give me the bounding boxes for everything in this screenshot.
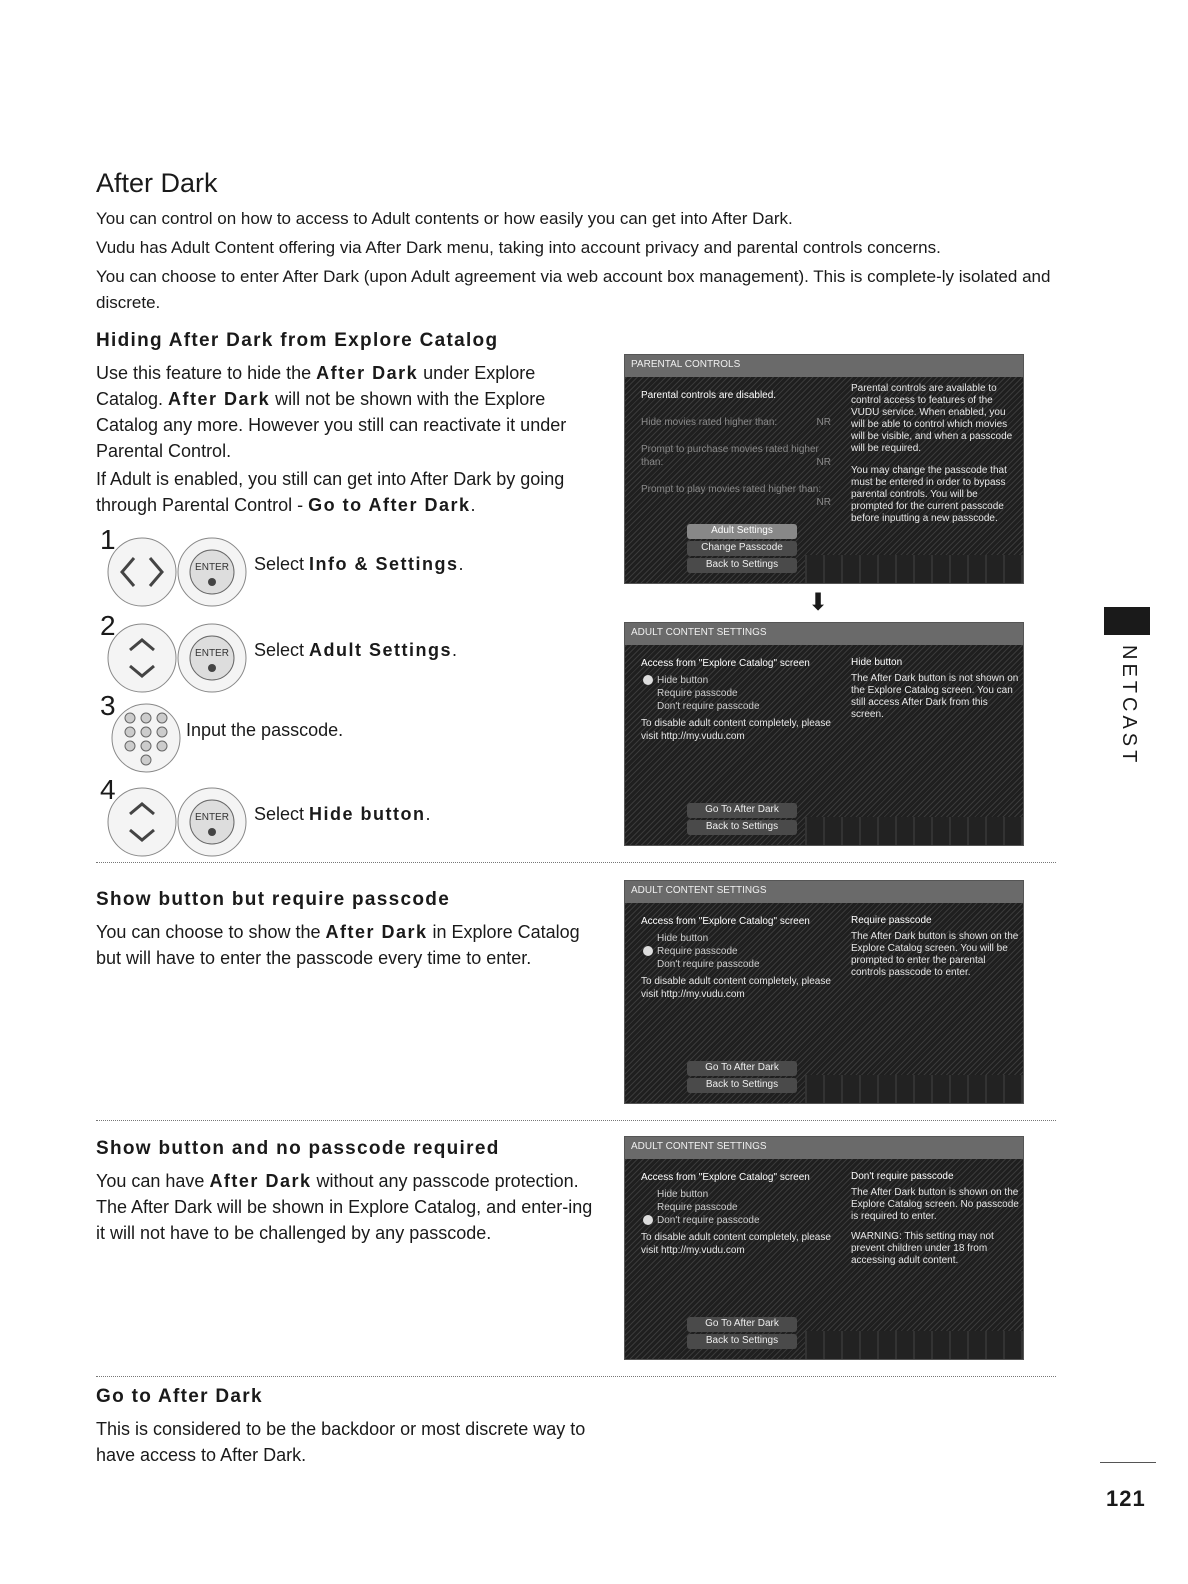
- go-to-after-dark-button: Go To After Dark: [687, 803, 797, 818]
- intro-paragraph-1: You can control on how to access to Adult contents or how easily you can get into After Dark.: [96, 209, 793, 228]
- up-down-and-enter-icon: [104, 782, 254, 858]
- section3-paragraph: You can have After Dark without any passcode protection. The After Dark will be shown in Explore Catalog, and enter-ing it will not have to be challenged by any passcode.: [96, 1171, 593, 1243]
- svg-text:ENTER: ENTER: [195, 562, 229, 573]
- side-tab-label: NETCAST: [1118, 645, 1140, 767]
- back-to-settings-button: Back to Settings: [687, 1334, 797, 1349]
- go-to-after-dark-button: Go To After Dark: [687, 1317, 797, 1332]
- disable-note: To disable adult content completely, please visit http://my.vudu.com: [641, 718, 831, 742]
- access-label: Access from "Explore Catalog" screen: [641, 1172, 810, 1183]
- svg-text:ENTER: ENTER: [195, 648, 229, 659]
- step-4-text: Select Hide button.: [254, 804, 431, 824]
- option-require-passcode: Require passcode: [657, 1202, 738, 1213]
- access-label: Access from "Explore Catalog" screen: [641, 916, 810, 927]
- help-text: The After Dark button is not shown on the Explore Catalog screen. You can still access After Dark from this screen.: [851, 673, 1019, 720]
- help-text: The After Dark button is shown on the Explore Catalog screen. You will be prompted to enter the parental controls passcode to enter.: [851, 931, 1019, 978]
- side-tab-marker: [1104, 607, 1150, 635]
- screen-title-bar: ADULT CONTENT SETTINGS: [625, 881, 1023, 903]
- rating-row: Hide movies rated higher than: NR: [641, 417, 831, 428]
- step-number: 4: [100, 774, 116, 805]
- change-passcode-button: Change Passcode: [687, 541, 797, 556]
- step-1-text: Select Info & Settings.: [254, 554, 464, 574]
- go-to-after-dark-button: Go To After Dark: [687, 1061, 797, 1076]
- option-no-passcode: Don't require passcode: [641, 1214, 831, 1227]
- background-graphic: [805, 817, 1023, 845]
- screen-title-bar: ADULT CONTENT SETTINGS: [625, 1137, 1023, 1159]
- step-3: [96, 690, 596, 778]
- adult-settings-require-screenshot: [624, 880, 1024, 1104]
- option-hide-button: Hide button: [641, 674, 831, 687]
- back-to-settings-button: Back to Settings: [687, 1078, 797, 1093]
- rating-row: Prompt to purchase movies rated higher than: NR: [641, 444, 831, 468]
- parental-controls-screenshot: [624, 354, 1024, 584]
- section-heading-go-to-after-dark: Go to After Dark: [96, 1386, 263, 1407]
- step-number: 2: [100, 610, 116, 641]
- background-graphic: [805, 1331, 1023, 1359]
- back-to-settings-button: Back to Settings: [687, 558, 797, 573]
- adult-settings-hide-screenshot: [624, 622, 1024, 846]
- section-heading-hiding: Hiding After Dark from Explore Catalog: [96, 330, 499, 351]
- help-heading: Hide button: [851, 657, 903, 668]
- background-graphic: [805, 555, 1023, 583]
- page-title: After Dark: [96, 168, 218, 198]
- section-divider: [96, 1376, 1056, 1377]
- passcode-info-text: You may change the passcode that must be entered in order to bypass parental controls. You will be prompted for the current passcode before inputting a new passcode.: [851, 465, 1007, 524]
- disable-note: To disable adult content completely, please visit http://my.vudu.com: [641, 976, 831, 1000]
- help-heading: Require passcode: [851, 915, 932, 926]
- step-1: [96, 524, 596, 612]
- option-hide-button: Hide button: [657, 1189, 709, 1200]
- step-2-text: Select Adult Settings.: [254, 640, 458, 660]
- adult-settings-no-passcode-screenshot: [624, 1136, 1024, 1360]
- section-divider: [96, 862, 1056, 863]
- section-divider: [96, 1120, 1056, 1121]
- section4-paragraph: This is considered to be the backdoor or most discrete way to have access to After Dark.: [96, 1419, 586, 1465]
- intro-paragraph-3: You can choose to enter After Dark (upon Adult agreement via web account box management). This is complete-ly isolated and discrete.: [96, 267, 1051, 312]
- section1-paragraph-1: Use this feature to hide the After Dark under Explore Catalog. After Dark will not be shown with the Explore Catalog any more. However you still can reactivate it under Parental Control.: [96, 363, 567, 461]
- background-graphic: [805, 1075, 1023, 1103]
- step-number: 1: [100, 524, 116, 555]
- warning-text: WARNING: This setting may not prevent children under 18 from accessing adult content.: [851, 1231, 994, 1266]
- back-to-settings-button: Back to Settings: [687, 820, 797, 835]
- screen-title-bar: PARENTAL CONTROLS: [625, 355, 1023, 377]
- left-right-and-enter-icon: [104, 532, 254, 608]
- step-3-text: Input the passcode.: [186, 720, 344, 740]
- step-number: 3: [100, 690, 116, 721]
- page-number: 121: [1106, 1486, 1146, 1511]
- section1-paragraph-2: If Adult is enabled, you still can get into After Dark by going through Parental Control - Go to After Dark.: [96, 469, 565, 515]
- step-4: [96, 774, 596, 862]
- option-no-passcode: Don't require passcode: [657, 701, 760, 712]
- rating-row: Prompt to play movies rated higher than: NR: [641, 484, 831, 508]
- adult-settings-button: Adult Settings: [687, 524, 797, 539]
- disable-note: To disable adult content completely, please visit http://my.vudu.com: [641, 1232, 831, 1256]
- screen-title-bar: ADULT CONTENT SETTINGS: [625, 623, 1023, 645]
- parental-status: Parental controls are disabled.: [641, 390, 777, 401]
- access-label: Access from "Explore Catalog" screen: [641, 658, 810, 669]
- page-number-rule: [1100, 1462, 1156, 1463]
- svg-text:ENTER: ENTER: [195, 812, 229, 823]
- section-heading-require-passcode: Show button but require passcode: [96, 889, 451, 910]
- section-heading-no-passcode: Show button and no passcode required: [96, 1138, 500, 1159]
- option-require-passcode: Require passcode: [657, 688, 738, 699]
- help-heading: Don't require passcode: [851, 1171, 954, 1182]
- arrow-down-icon: ⬇: [808, 589, 829, 616]
- intro-paragraph-2: Vudu has Adult Content offering via After Dark menu, taking into account privacy and parental controls concerns.: [96, 238, 941, 257]
- option-no-passcode: Don't require passcode: [657, 959, 760, 970]
- option-hide-button: Hide button: [657, 933, 709, 944]
- up-down-and-enter-icon: [104, 618, 254, 694]
- section2-paragraph: You can choose to show the After Dark in Explore Catalog but will have to enter the passcode every time to enter.: [96, 922, 580, 968]
- option-require-passcode: Require passcode: [641, 945, 831, 958]
- parental-info-text: Parental controls are available to control access to features of the VUDU service. When enabled, you will be able to control which movies will be visible, and when a passcode will be required.: [851, 383, 1013, 454]
- step-2: [96, 610, 596, 698]
- help-text: The After Dark button is shown on the Explore Catalog screen. No passcode is required to enter.: [851, 1187, 1019, 1222]
